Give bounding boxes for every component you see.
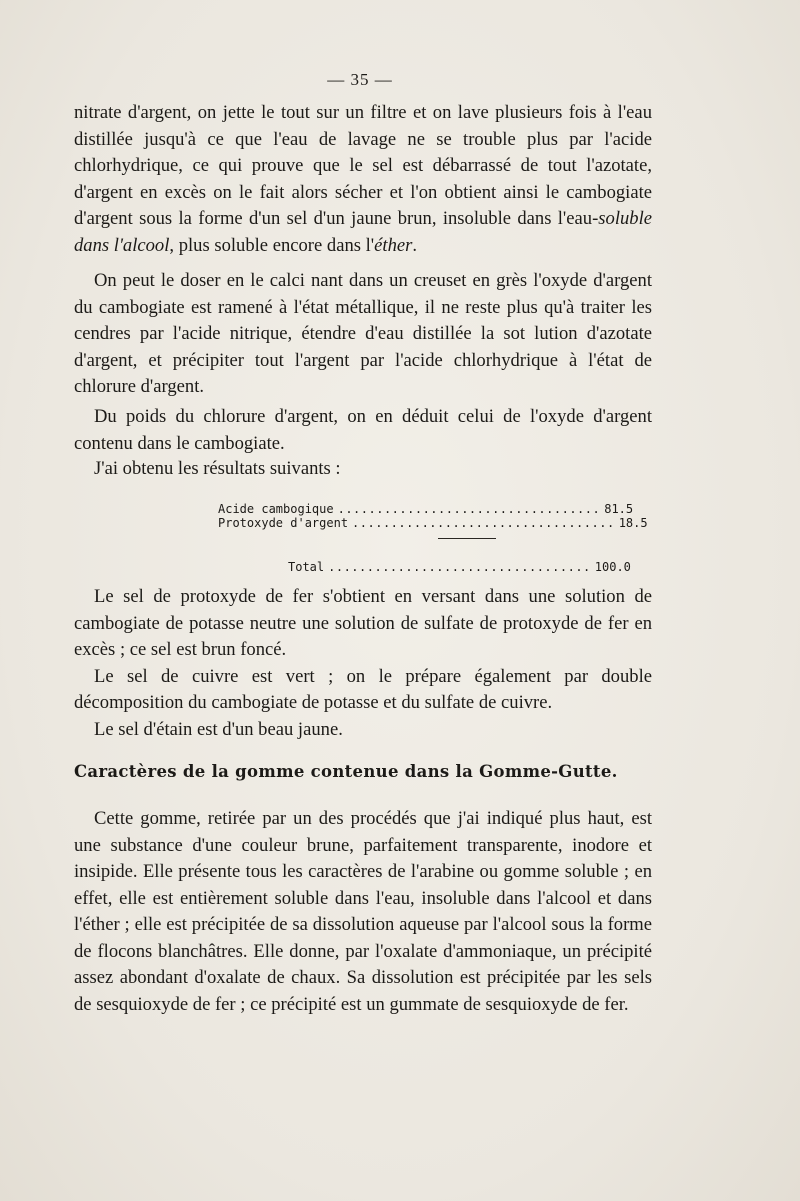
paragraph-1-mid: , plus soluble encore dans l': [169, 234, 375, 256]
page-number: — 35 —: [327, 70, 393, 89]
leader-dots: ..................................: [328, 560, 591, 574]
paragraph-2-text: On peut le doser en le calci nant dans un creuset en grès l'oxyde d'argent du cambogiate est ramené à l'état métallique, il ne reste plus qu'à traiter les cendres par l'acide nitrique, étendre d'eau distillée la sot lution d'azotate d'argent, et précipiter tout l'argent par l'acide chlorhydrique à l'état de chlorure d'argent.: [74, 270, 652, 397]
results-row-label: Protoxyde d'argent: [218, 516, 349, 530]
paragraphs-salts: [74, 584, 652, 743]
paragraph-8: [74, 806, 652, 1018]
paragraph-1-text: nitrate d'argent, on jette le tout sur un filtre et on lave plusieurs fois à l'eau distillée jusqu'à ce que l'eau de lavage ne se trouble plus par l'acide chlorhydrique, ce qui prouve que le sel est débarrassé de tout l'azotate, d'argent en excès on le fait alors sécher et l'on obtient ainsi le cambogiate d'argent sous la forme d'un sel d'un jaune brun, insoluble dans l'eau-: [74, 102, 652, 229]
leader-dots: ..................................: [352, 516, 615, 530]
paragraph-6-text: Le sel de cuivre est vert ; on le prépare également par double décomposition du cambogiate de potasse et du sulfate de cuivre.: [74, 665, 652, 713]
results-total-value: 100.0: [594, 560, 631, 574]
paragraph-7-text: Le sel d'étain est d'un beau jaune.: [94, 718, 343, 740]
results-row-value: 18.5: [618, 516, 648, 530]
paragraph-2: [74, 268, 652, 401]
results-row: [218, 516, 648, 530]
paragraph-1-italic-ether: éther: [374, 234, 413, 256]
results-row-value: 81.5: [604, 502, 634, 516]
results-row: [218, 502, 634, 516]
paragraph-3-text: Du poids du chlorure d'argent, on en déduit celui de l'oxyde d'argent contenu dans le cambogiate.: [74, 406, 652, 454]
sum-rule: [438, 538, 496, 539]
results-total-label: Total: [288, 560, 325, 574]
results-row-label: Acide cambogique: [218, 502, 334, 516]
results-total-row: [218, 560, 631, 574]
paragraph-1: [74, 100, 652, 259]
paragraph-8-text: Cette gomme, retirée par un des procédés que j'ai indiqué plus haut, est une substance d'une couleur brune, parfaitement transparente, inodore et insipide. Elle présente tous les caractères de l'arabine ou gomme soluble ; en effet, elle est entièrement soluble dans l'eau, insoluble dans l'alcool et dans l'éther ; elle est précipitée de sa dissolution aqueuse par l'alcool sous la forme de flocons blanchâtres. Elle donne, par l'oxalate d'ammoniaque, un précipité assez abondant d'oxalate de chaux. Sa dissolution est précipitée par les sels de sesquioxyde de fer ; ce précipité est un gummate de sesquioxyde de fer.: [74, 808, 652, 1015]
paragraph-5-text: Le sel de protoxyde de fer s'obtient en versant dans une solution de cambogiate de potasse neutre une solution de sulfate de protoxyde de fer en excès ; ce sel est brun foncé.: [74, 586, 652, 660]
paragraph-3: [74, 404, 652, 457]
paragraph-1-end: .: [412, 234, 418, 256]
paragraph-4: [74, 456, 652, 483]
section-heading: Caractères de la gomme contenue dans la Gomme-Gutte.: [74, 762, 618, 781]
leader-dots: ..................................: [337, 502, 601, 516]
paragraph-4-text: J'ai obtenu les résultats suivants :: [94, 458, 341, 479]
paragraph-1-italic-alcool: soluble dans l'alcool: [74, 208, 652, 256]
